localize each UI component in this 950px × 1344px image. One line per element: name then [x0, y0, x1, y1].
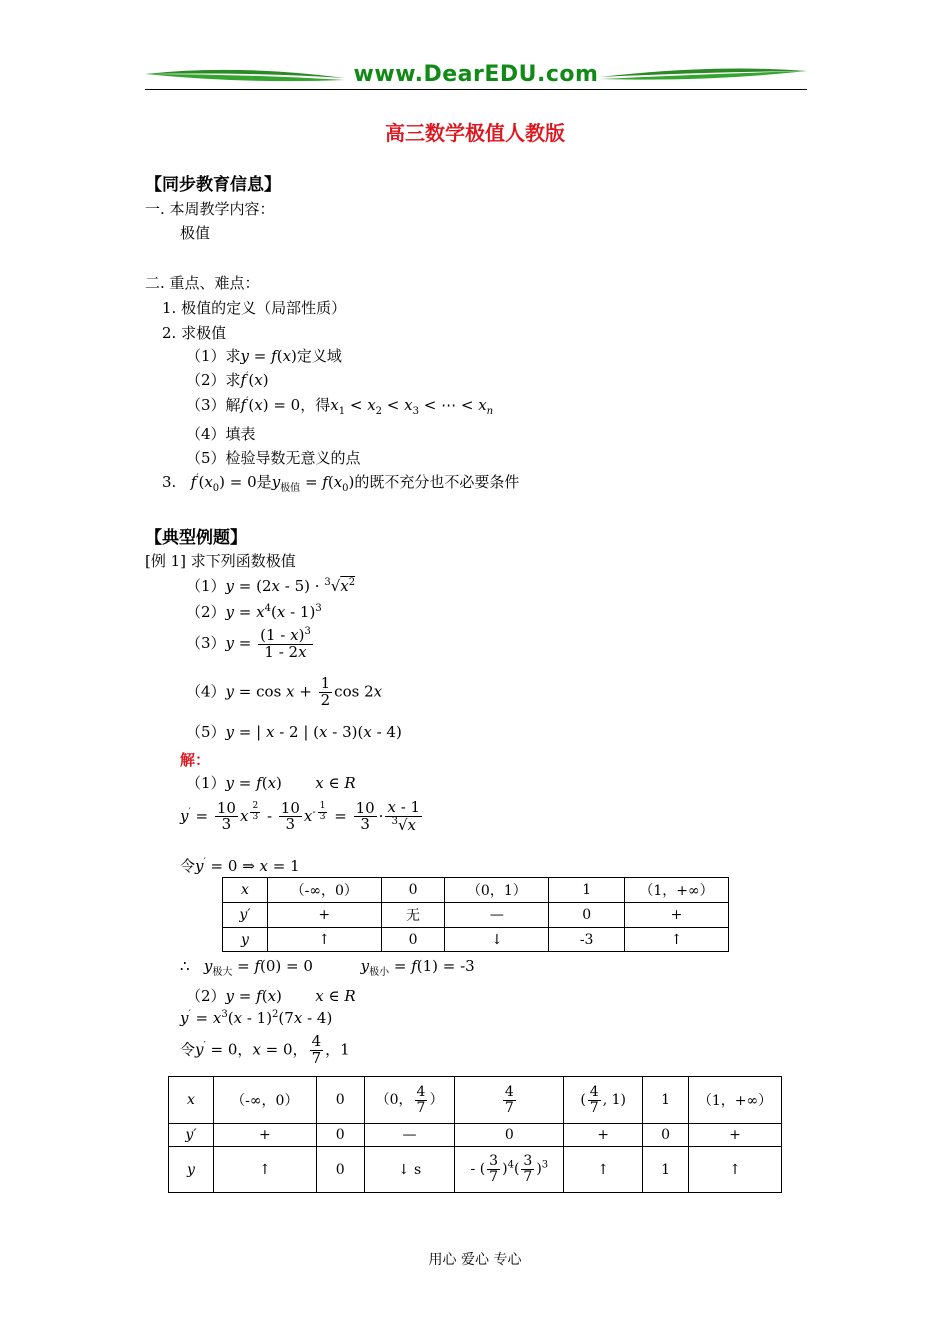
table-cell: 0: [316, 1124, 364, 1147]
table-1-row-x: [223, 878, 729, 903]
table-cell: —: [364, 1124, 455, 1147]
table-cell: +: [564, 1124, 643, 1147]
table-cell: 无: [381, 903, 445, 928]
header-logo: [145, 62, 807, 92]
table-cell: 1: [643, 1147, 689, 1193]
example-1-label: [例 1] 求下列函数极值: [145, 552, 296, 570]
table-cell: 0: [549, 903, 625, 928]
table-cell: （1，+∞）: [625, 878, 729, 903]
table-cell: （-∞，0）: [267, 878, 381, 903]
problem-3: （3）y = $\frac{(1 - x)^3}{1 - 2x}$: [186, 626, 311, 661]
table-cell: y′: [223, 903, 268, 928]
step-5: （5）检验导数无意义的点: [186, 449, 361, 467]
page-footer: 用心 爱心 专心: [428, 1252, 522, 1268]
table-cell: +: [213, 1124, 316, 1147]
table-cell: +: [625, 903, 729, 928]
table-cell: 0: [455, 1124, 564, 1147]
solution-1-derivative: y′ = $\frac{10}{3}$ x $^{\frac{2}{3}}$ - $\frac{10}{3}$ $x^{- \frac{1}{3}}$ = $\frac{10}{3}$ · $\frac{x - 1}{^3√x}$: [180, 798, 421, 834]
page-title: 高三数学极值人教版: [385, 121, 565, 145]
section-one-text: 极值: [180, 224, 211, 242]
table-cell: —: [445, 903, 549, 928]
section-sync-heading: 【同步教育信息】: [145, 175, 281, 195]
table-cell: 0: [643, 1124, 689, 1147]
solution-2-domain: （2）y = f(x) x ∈ R: [186, 987, 356, 1005]
table-cell: 0: [316, 1147, 364, 1193]
table-cell: - ( $\frac{3}{7}$ )$^4$( $\frac{3}{7}$ )$^3$: [455, 1147, 564, 1193]
table-cell: +: [267, 903, 381, 928]
problem-1: $(1)y = (2x - 5) \cdot ^3√x^2$: [186, 577, 356, 595]
step-2: （2）求f′(x): [186, 371, 269, 389]
table-cell: ↑: [267, 928, 381, 952]
table-2-row-x: [169, 1077, 782, 1124]
problem-5: （5）y = | x - 2 | (x - 3)(x - 4): [186, 723, 402, 741]
solution-1-domain: （1）y = f(x) x ∈ R: [186, 774, 356, 792]
site-logo-text: www.DearEDU.com: [353, 62, 599, 87]
table-cell: （-∞，0）: [213, 1077, 316, 1124]
solution-2-critical: 令y′ = 0，x = 0， $\frac{4}{7}$ ，1: [180, 1032, 350, 1067]
table-cell: $\frac{4}{7}$: [455, 1077, 564, 1124]
table-cell: +: [688, 1124, 781, 1147]
point-2: 2. 求极值: [162, 324, 227, 342]
point-3: 3. $f'(x_0) = 0$是$y_{极值} = f(x_0)$的既不充分也不必要条件: [162, 473, 520, 494]
step-1: （1）求y = f(x)定义域: [186, 347, 342, 365]
header-divider: [145, 89, 807, 90]
table-cell: ↑: [564, 1147, 643, 1193]
table-cell: ↓: [445, 928, 549, 952]
solution-1-extrema: ∴ $y_{极大} = f(0) = 0$ $y_{极小} = f(1) = -3$: [180, 957, 475, 978]
solution-label: 解：: [180, 751, 211, 769]
table-cell: 0: [316, 1077, 364, 1124]
table-cell: ( $\frac{4}{7}$ , 1): [564, 1077, 643, 1124]
step-3: （3）解f′(x) = 0，得$x_1 < x_2 < x_3$ < ⋯ < $x_n$: [186, 396, 494, 417]
table-cell: y′: [169, 1124, 214, 1147]
table-1: [222, 877, 729, 952]
table-cell: ↑: [213, 1147, 316, 1193]
table-1-row-y: [223, 928, 729, 952]
table-cell: y: [223, 928, 268, 952]
point-1: 1. 极值的定义（局部性质）: [162, 299, 347, 317]
solution-2-derivative: $y' = x^3(x - 1)^2(7x - 4)$: [180, 1009, 333, 1027]
table-cell: ↑: [625, 928, 729, 952]
table-cell: （1，+∞）: [688, 1077, 781, 1124]
table-cell: 0: [381, 928, 445, 952]
table-cell: （0，1）: [445, 878, 549, 903]
step-4: （4）填表: [186, 425, 256, 443]
problem-4: （4）y = cos x + $\frac{1}{2}$ cos 2x: [186, 674, 383, 709]
table-cell: y: [169, 1147, 214, 1193]
table-cell: -3: [549, 928, 625, 952]
table-cell: 0: [381, 878, 445, 903]
table-cell: 1: [643, 1077, 689, 1124]
table-2: [168, 1076, 782, 1193]
section-examples-heading: 【典型例题】: [145, 528, 247, 548]
solution-1-critical: 令y′ = 0 ⇒ x = 1: [180, 857, 300, 875]
table-1-row-dy: [223, 903, 729, 928]
table-2-row-y: [169, 1147, 782, 1193]
table-cell: ↓ s: [364, 1147, 455, 1193]
table-cell: x: [223, 878, 268, 903]
table-cell: ↑: [688, 1147, 781, 1193]
table-cell: x: [169, 1077, 214, 1124]
table-cell: （0， $\frac{4}{7}$ ）: [364, 1077, 455, 1124]
table-cell: 1: [549, 878, 625, 903]
table-2-row-dy: [169, 1124, 782, 1147]
section-one-label: 一. 本周教学内容：: [145, 200, 275, 218]
section-two-label: 二. 重点、难点：: [145, 274, 260, 292]
problem-2: $(2)y = x^4(x - 1)^3$: [186, 603, 322, 621]
